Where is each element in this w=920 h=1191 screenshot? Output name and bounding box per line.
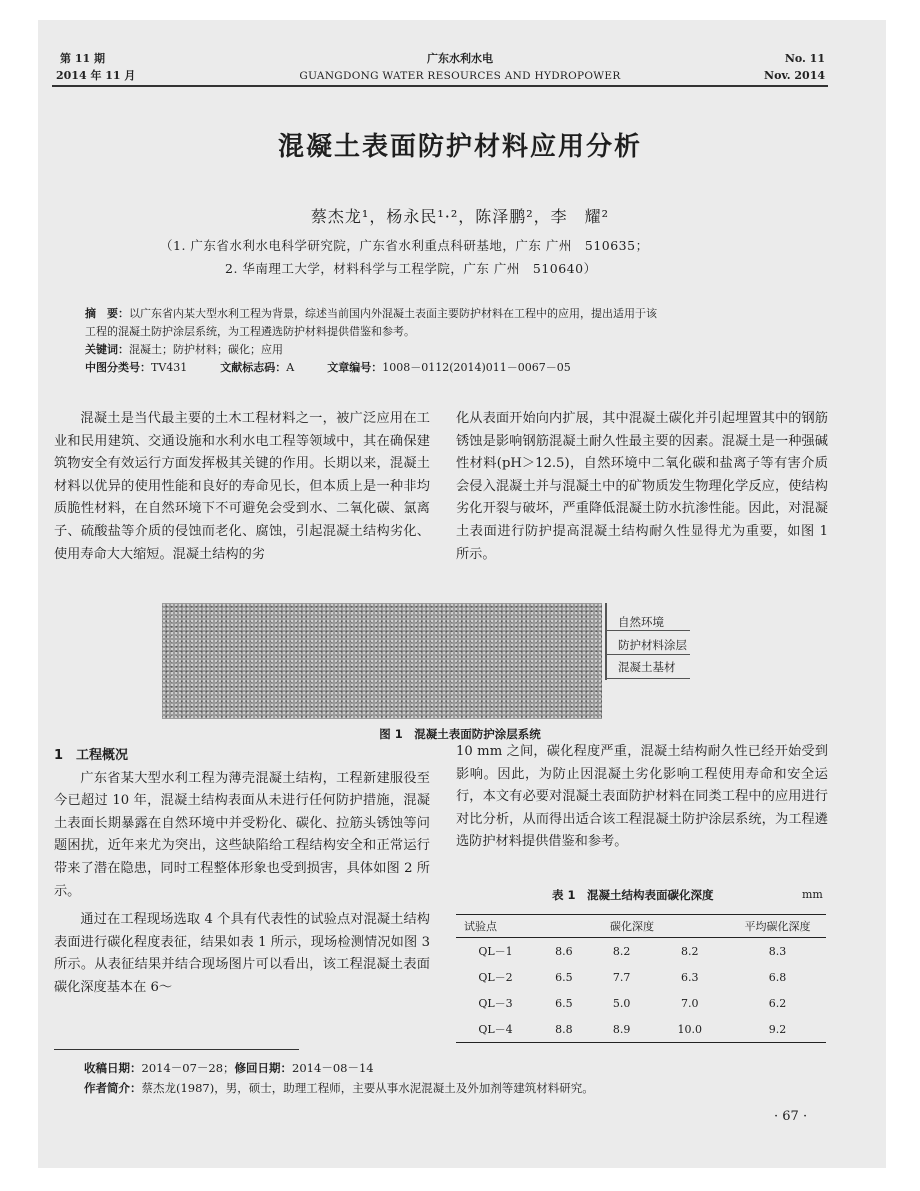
body-paragraph: 10 mm 之间，碳化程度严重，混凝土结构耐久性已经开始受到影响。因此，为防止因混凝土劣化影响工程使用寿命和安全运行，本文有必要对混凝土表面防护材料在同类工程中的应用进行对比分析，从而得出适合该工程混凝土防护涂层系统，为工程遴选防护材料提供借鉴和参考。: [456, 744, 828, 850]
header-rule: [52, 85, 828, 87]
header-issue-cn: 第 11 期: [60, 52, 105, 65]
table-header: 碳化深度: [535, 915, 729, 938]
table-cell: 7.7: [612, 970, 631, 984]
carbonation-table: [456, 914, 826, 1043]
table-row: [456, 964, 826, 990]
figure-label-substrate: 混凝土基材: [618, 660, 676, 674]
header-issue-en: No. 11: [784, 52, 825, 65]
abstract-label: 摘 要：: [85, 307, 129, 320]
header-date-cn: 2014 年 11 月: [56, 69, 136, 82]
concrete-texture-figure: [162, 603, 602, 719]
clc-label: 中图分类号：: [85, 361, 151, 374]
header-journal-cn: 广东水利水电: [427, 52, 493, 65]
table-1-caption: 表 1 混凝土结构表面碳化深度: [552, 888, 714, 902]
revised-label: 修回日期：: [234, 1061, 293, 1075]
figure-leader-line: [607, 654, 690, 655]
author-bio-label: 作者简介：: [84, 1081, 142, 1095]
figure-label-coating: 防护材料涂层: [618, 638, 687, 652]
article-no-label: 文章编号：: [327, 361, 383, 374]
figure-leader-line: [607, 630, 690, 631]
table-cell: 7.0: [681, 996, 699, 1010]
table-cell: 6.5: [555, 996, 573, 1010]
article-no-value: 1008－0112(2014)011－0067－05: [382, 361, 571, 374]
table-row: [456, 1016, 826, 1043]
keywords-label: 关键词：: [85, 343, 129, 356]
table-header: 平均碳化深度: [729, 915, 826, 938]
table-cell: 8.3: [768, 944, 787, 958]
table-header: 试验点: [456, 915, 535, 938]
figure-leader-line: [607, 678, 690, 679]
doc-code-value: A: [286, 361, 295, 374]
figure-1-caption: 图 1 混凝土表面防护涂层系统: [379, 727, 541, 741]
left-column-bottom: [54, 745, 430, 1000]
footnote-dates: [84, 1058, 374, 1078]
keywords: 混凝土；防护材料；碳化；应用: [129, 343, 283, 356]
section-1-title: 1 工程概况: [54, 748, 129, 763]
table-header-row: [456, 915, 826, 938]
right-column-bottom: [456, 741, 828, 854]
table-cell: 6.8: [768, 970, 787, 984]
header-journal-en: GUANGDONG WATER RESOURCES AND HYDROPOWER: [299, 70, 621, 82]
clc-value: TV431: [151, 361, 188, 374]
table-cell: 6.3: [681, 970, 699, 984]
table-cell: 6.2: [768, 996, 787, 1010]
abstract-line-2: 工程的混凝土防护涂层系统，为工程遴选防护材料提供借鉴和参考。: [85, 325, 415, 338]
body-paragraph: 混凝土是当代最主要的土木工程材料之一，被广泛应用在工业和民用建筑、交通设施和水利水电工程等领域中，其在确保建筑物安全有效运行方面发挥极其关键的作用。长期以来，混凝土材料以优异的使用性能和良好的寿命见长，但本质上是一种非均质脆性材料，在自然环境下不可避免会受到水、二氧化碳、氯离子、硫酸盐等介质的侵蚀而老化、腐蚀，引起混凝土结构劣化、使用寿命大大缩短。混凝土结构的劣: [54, 411, 430, 562]
table-cell: QL－2: [478, 971, 513, 984]
table-cell: QL－4: [456, 1016, 535, 1043]
table-row: [456, 990, 826, 1016]
left-column-top: [54, 408, 430, 566]
table-cell: 6.5: [555, 970, 573, 984]
figure-label-environment: 自然环境: [618, 615, 664, 629]
paper-title: 混凝土表面防护材料应用分析: [277, 132, 642, 162]
header-date-en: Nov. 2014: [764, 69, 825, 82]
doc-code-label: 文献标志码：: [220, 361, 287, 374]
table-cell: 9.2: [729, 1016, 826, 1043]
footnote-rule: [54, 1049, 299, 1050]
table-row: [456, 938, 826, 965]
table-cell: 10.0: [651, 1016, 730, 1043]
table-cell: 5.0: [612, 996, 631, 1010]
paper-authors: 蔡杰龙¹，杨永民¹·²，陈泽鹏²，李 耀²: [310, 207, 610, 226]
table-cell: 8.2: [612, 944, 631, 958]
table-cell: 8.9: [593, 1016, 651, 1043]
table-1-unit: mm: [802, 888, 823, 901]
affiliation-2: 2. 华南理工大学，材料科学与工程学院，广东 广州 510640）: [225, 261, 597, 276]
received-date: 2014－07－28；: [141, 1061, 235, 1075]
revised-date: 2014－08－14: [292, 1061, 374, 1075]
received-label: 收稿日期：: [84, 1061, 142, 1075]
body-paragraph: 通过在工程现场选取 4 个具有代表性的试验点对混凝土结构表面进行碳化程度表征，结果如表 1 所示，现场检测情况如图 3 所示。从表征结果并结合现场图片可以看出，该工程混凝土表面碳化深度基本在 6～: [54, 912, 430, 995]
affiliation-1: （1. 广东省水利水电科学研究院，广东省水利重点科研基地，广东 广州 510635；: [160, 238, 649, 253]
abstract-line-1: 以广东省内某大型水利工程为背景，综述当前国内外混凝土表面主要防护材料在工程中的应用，提出适用于该: [129, 307, 657, 320]
right-column-top: [456, 408, 828, 566]
table-cell: 8.8: [535, 1016, 593, 1043]
body-paragraph: 广东省某大型水利工程为薄壳混凝土结构，工程新建服役至今已超过 10 年，混凝土结构表面从未进行任何防护措施，混凝土表面长期暴露在自然环境中并受粉化、碳化、拉筋头锈蚀等问题困扰，近年来尤为突出，这些缺陷给工程结构安全和正常运行带来了潜在隐患，同时工程整体形象也受到损害，具体如图 2 所示。: [54, 770, 430, 899]
table-cell: QL－3: [478, 997, 513, 1010]
body-paragraph: 化从表面开始向内扩展，其中混凝土碳化并引起埋置其中的钢筋锈蚀是影响钢筋混凝土耐久性最主要的因素。混凝土是一种强碱性材料(pH＞12.5)，自然环境中二氧化碳和盐离子等有害介质会侵入混凝土并与混凝土中的矿物质发生物理化学反应，使结构劣化开裂与破坏，严重降低混凝土防水抗渗性能。因此，对混凝土表面进行防护提高混凝土结构耐久性显得尤为重要，如图 1 所示。: [456, 411, 828, 562]
table-cell: 8.6: [555, 944, 573, 958]
figure-divider: [605, 603, 607, 680]
author-bio: 蔡杰龙(1987)，男，硕士，助理工程师，主要从事水泥混凝土及外加剂等建筑材料研究。: [141, 1081, 594, 1095]
table-cell: QL－1: [478, 945, 513, 958]
abstract: [85, 305, 830, 377]
footnote-author: [84, 1078, 594, 1098]
page-number: · 67 ·: [774, 1109, 808, 1124]
table-cell: 8.2: [681, 944, 699, 958]
